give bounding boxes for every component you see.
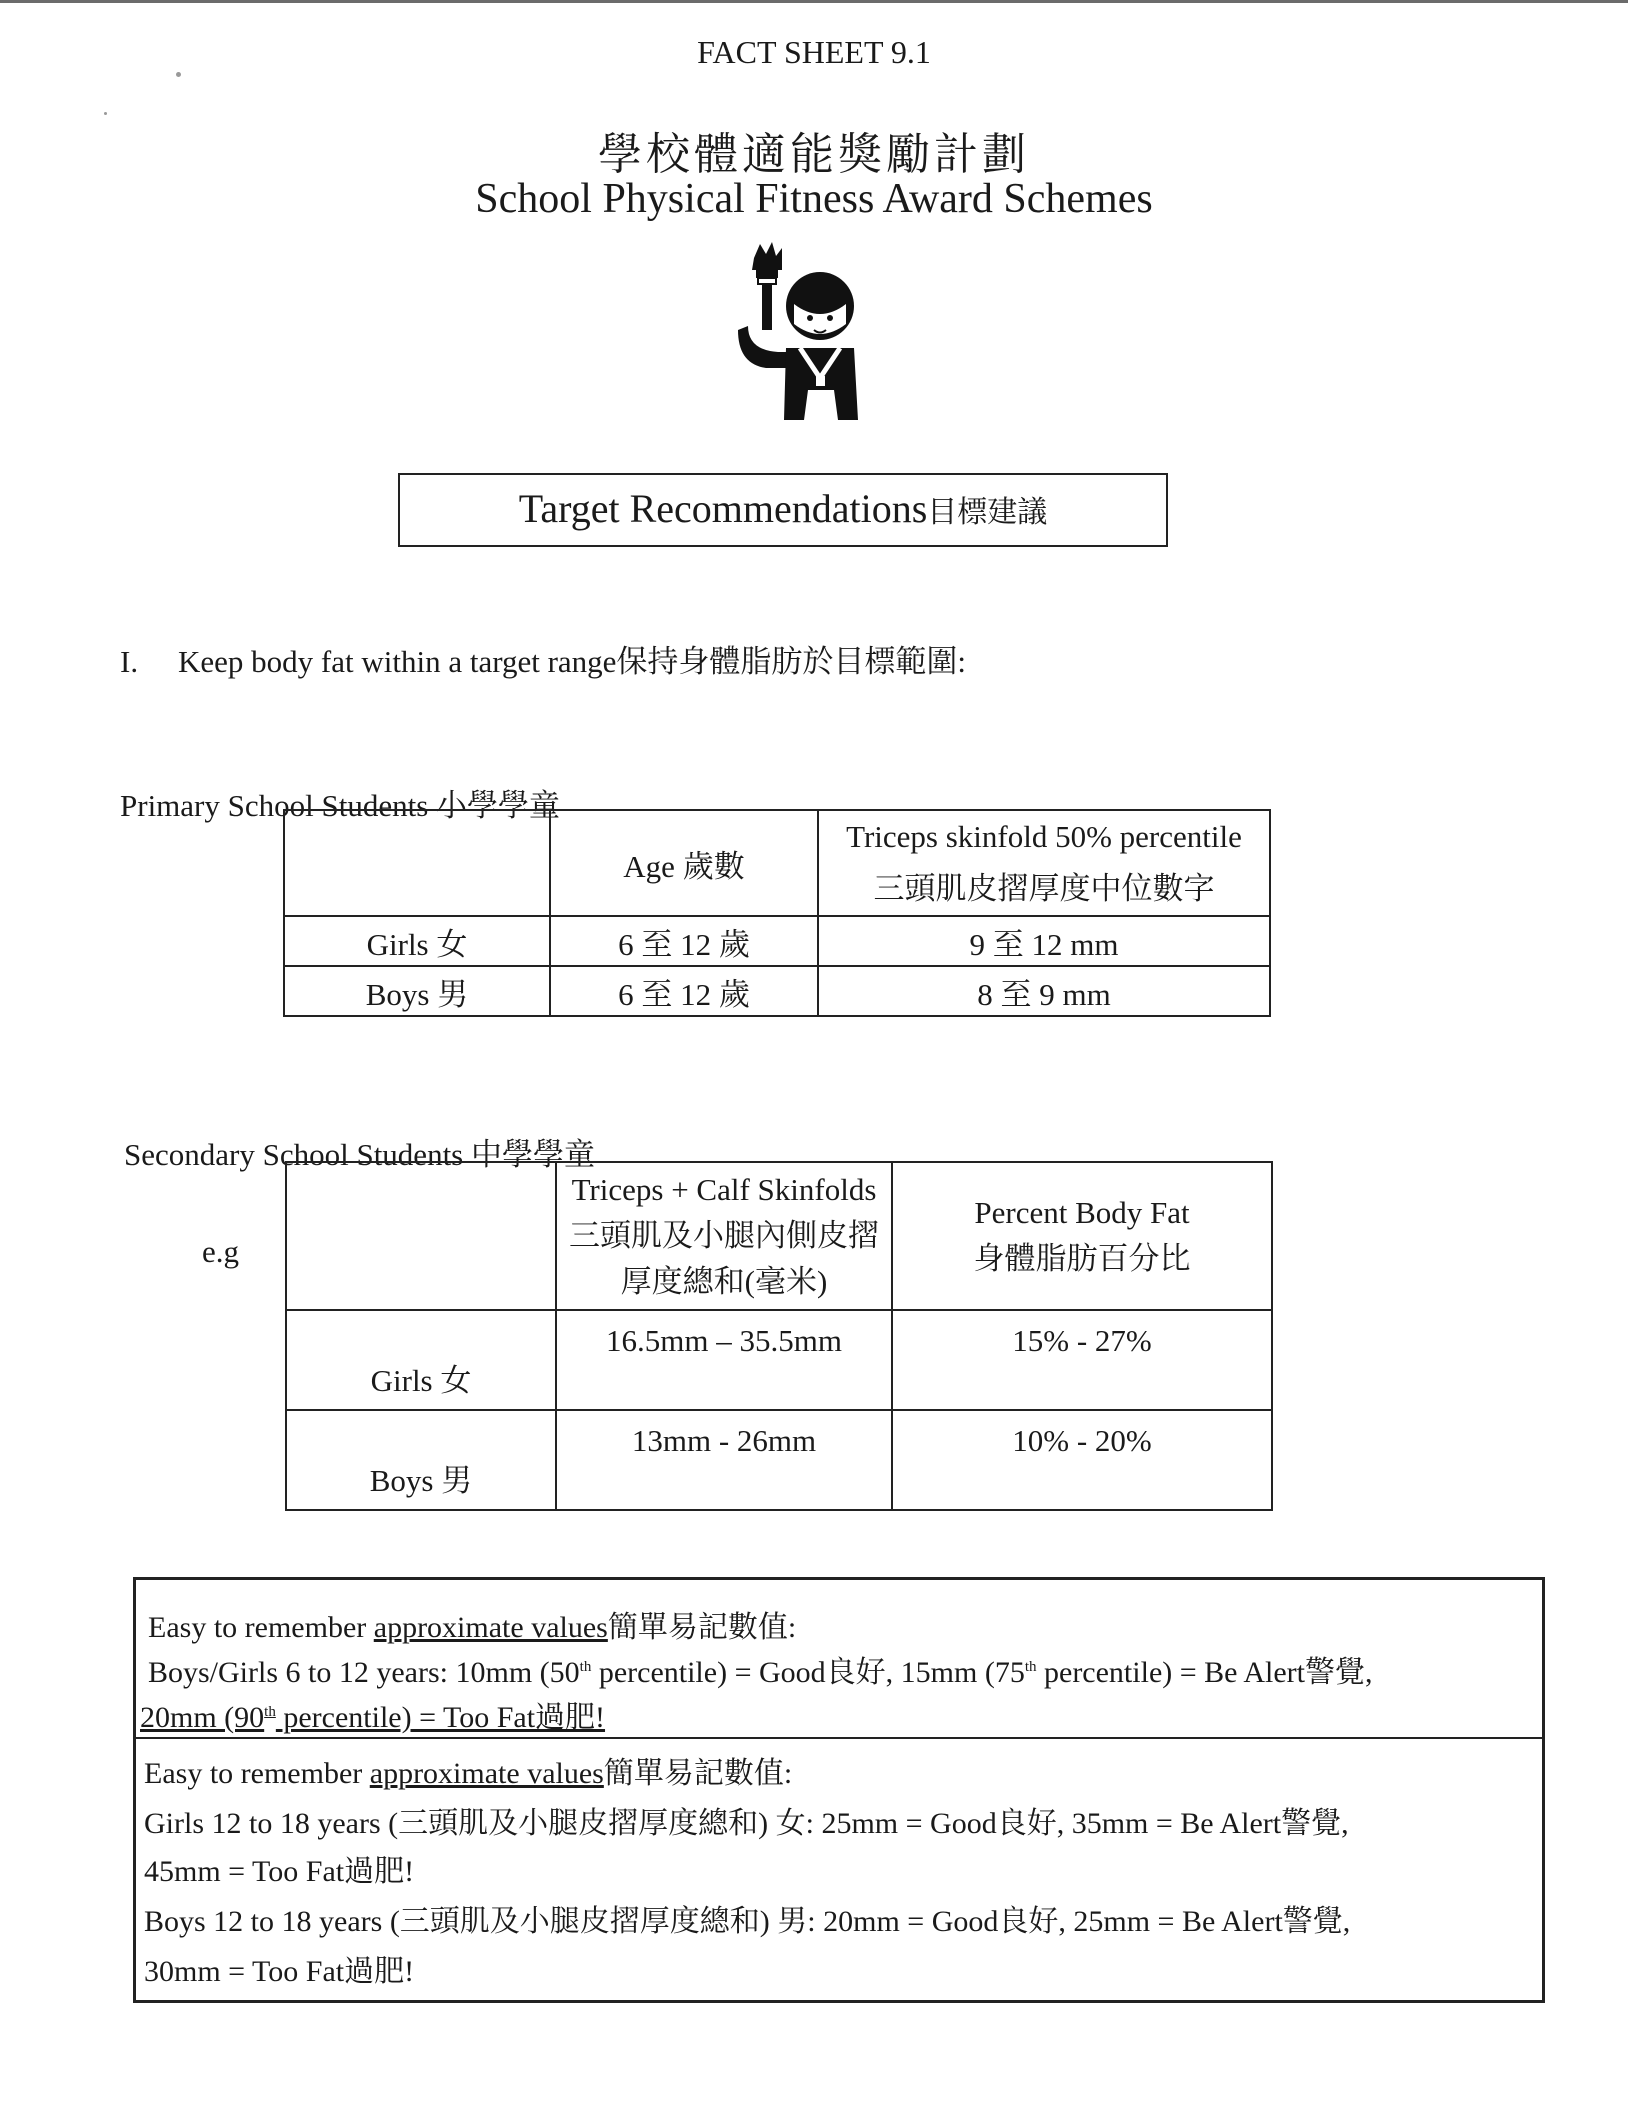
text-span: percentile) = Too Fat過肥!	[275, 1701, 606, 1734]
value-cell: 8 至 9 mm	[818, 966, 1270, 1016]
group-cell: Girls 女	[286, 1310, 556, 1410]
skinfold-header-line: 三頭肌及小腿內側皮摺	[569, 1218, 879, 1253]
body-fat-cell: 15% - 27%	[892, 1310, 1272, 1410]
age-cell: 6 至 12 歲	[550, 966, 818, 1016]
body-fat-header-line: 身體脂肪百分比	[973, 1241, 1191, 1276]
group-cell: Boys 男	[286, 1410, 556, 1510]
secondary-caption: Secondary School Students 中學學童	[124, 1137, 595, 1172]
table-header-row	[286, 1162, 1272, 1310]
table-row	[286, 1310, 1272, 1410]
triceps-header	[818, 810, 1270, 916]
ordinal-sup: th	[264, 1704, 276, 1720]
value-cell: 9 至 12 mm	[818, 916, 1270, 966]
triceps-header-en: Triceps skinfold 50% percentile	[846, 818, 1242, 854]
group-cell: Girls 女	[284, 916, 550, 966]
primary-values-block	[136, 1580, 1542, 1739]
text-span: percentile) = Be Alert警覺,	[1036, 1656, 1373, 1689]
intro-text-cn: 簡單易記數值:	[607, 1611, 797, 1644]
skinfold-header	[556, 1162, 892, 1310]
approximate-values-underline: approximate values	[373, 1611, 608, 1644]
body-fat-cell: 10% - 20%	[892, 1410, 1272, 1510]
blank-cell	[284, 810, 550, 916]
section-number: I.	[120, 644, 139, 679]
primary-caption: Primary School Students 小學學童	[120, 788, 561, 823]
primary-values-line	[148, 1647, 1372, 1691]
scan-speck	[104, 112, 107, 115]
primary-values-line	[140, 1692, 605, 1736]
skinfold-header-line: 厚度總和(毫米)	[620, 1264, 828, 1299]
girls-values-line: 45mm = Too Fat過肥!	[144, 1855, 415, 1888]
page-title-en: School Physical Fitness Award Schemes	[475, 176, 1153, 222]
section-text: Keep body fat within a target range保持身體脂肪於目標範圍:	[178, 644, 967, 679]
skinfold-cell: 13mm - 26mm	[556, 1410, 892, 1510]
scan-speck	[176, 72, 181, 77]
page-title-cn: 學校體適能獎勵計劃	[598, 130, 1030, 179]
approximate-values-box	[133, 1577, 1545, 2003]
intro-text: Easy to remember	[148, 1611, 374, 1644]
text-span: percentile) = Good良好, 15mm (75	[591, 1656, 1025, 1689]
target-title-cn: 目標建議	[927, 496, 1048, 529]
body-fat-header	[892, 1162, 1272, 1310]
primary-table	[283, 809, 1271, 1017]
fact-sheet-label: FACT SHEET 9.1	[697, 34, 931, 70]
secondary-table	[285, 1161, 1273, 1511]
intro-text-cn: 簡單易記數值:	[603, 1757, 793, 1790]
triceps-header-cn: 三頭肌皮摺厚度中位數字	[873, 870, 1215, 906]
boys-values-line: Boys 12 to 18 years (三頭肌及小腿皮摺厚度總和) 男: 20mm = Good良好, 25mm = Be Alert警覺,	[144, 1905, 1351, 1938]
block-intro	[144, 1748, 792, 1792]
approximate-values-underline: approximate values	[369, 1757, 604, 1790]
ordinal-sup: th	[579, 1659, 592, 1675]
girls-values-line: Girls 12 to 18 years (三頭肌及小腿皮摺厚度總和) 女: 25mm = Good良好, 35mm = Be Alert警覺,	[144, 1807, 1349, 1840]
block-intro	[148, 1602, 796, 1646]
ordinal-sup: th	[1024, 1659, 1037, 1675]
eg-label: e.g	[202, 1234, 240, 1269]
text-span: Boys/Girls 6 to 12 years: 10mm (50	[148, 1656, 580, 1689]
table-row	[286, 1410, 1272, 1510]
table-header-row	[284, 810, 1270, 916]
text-span: 20mm (90	[140, 1701, 265, 1734]
table-row	[284, 966, 1270, 1016]
skinfold-header-line: Triceps + Calf Skinfolds	[571, 1172, 877, 1207]
intro-text: Easy to remember	[144, 1757, 370, 1790]
target-title-en: Target Recommendations	[518, 486, 928, 531]
group-cell: Boys 男	[284, 966, 550, 1016]
boys-values-line: 30mm = Too Fat過肥!	[144, 1955, 415, 1988]
section-i-heading	[120, 636, 966, 681]
blank-cell	[286, 1162, 556, 1310]
skinfold-cell: 16.5mm – 35.5mm	[556, 1310, 892, 1410]
target-recommendations-box	[398, 473, 1168, 547]
age-header: Age 歲數	[550, 810, 818, 916]
age-cell: 6 至 12 歲	[550, 916, 818, 966]
scan-top-edge	[0, 0, 1628, 3]
table-row	[284, 916, 1270, 966]
torch-bearer-mascot-icon	[738, 240, 868, 420]
body-fat-header-line: Percent Body Fat	[974, 1195, 1190, 1230]
